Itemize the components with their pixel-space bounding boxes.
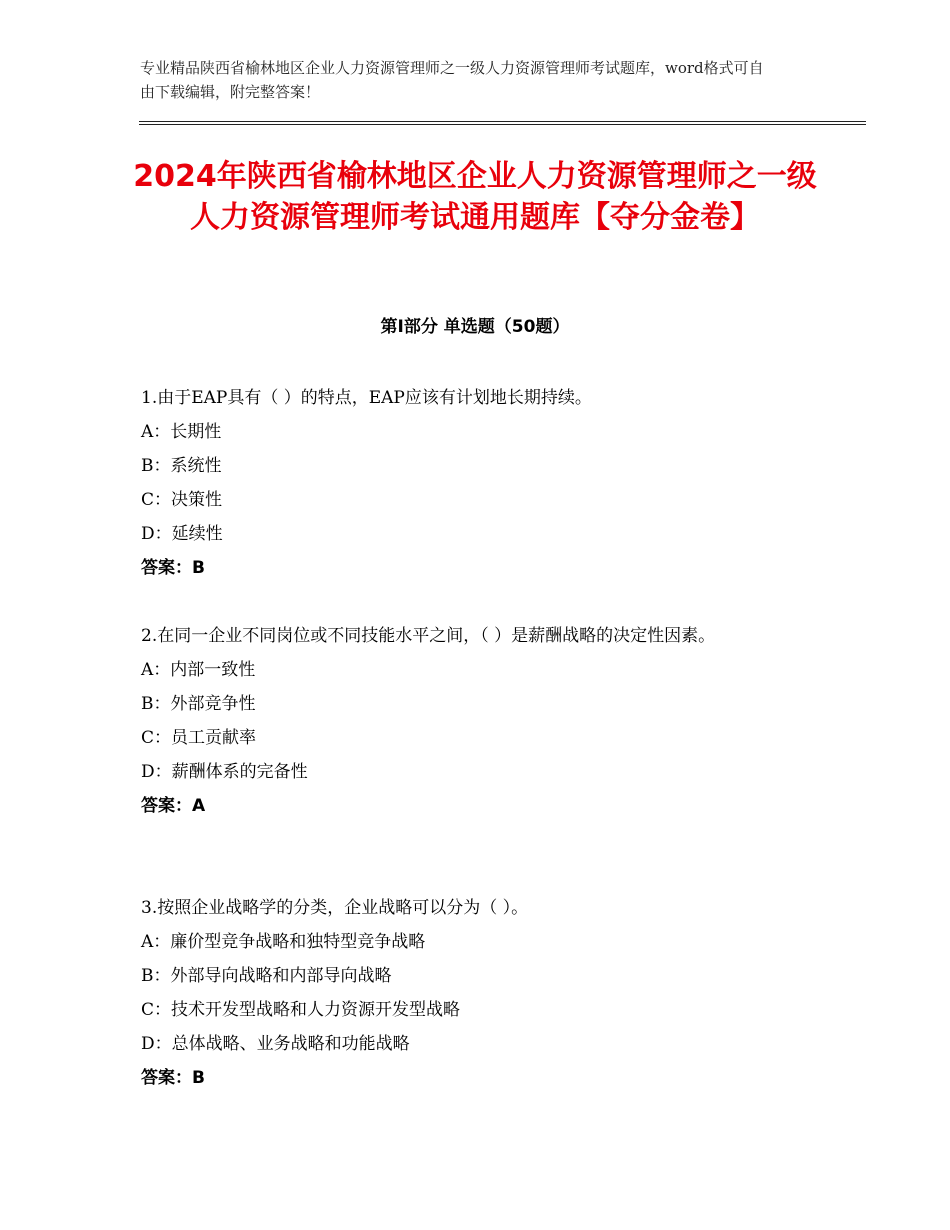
- question-answer: 答案：B: [141, 1068, 205, 1088]
- question-stem: 2.在同一企业不同岗位或不同技能水平之间，（ ）是薪酬战略的决定性因素。: [141, 626, 716, 646]
- option-c: C：员工贡献率: [141, 728, 257, 748]
- header-divider: [139, 121, 866, 125]
- option-d: D：总体战略、业务战略和功能战略: [141, 1034, 410, 1054]
- question-stem: 1.由于EAP具有（ ）的特点，EAP应该有计划地长期持续。: [141, 388, 592, 408]
- header-note: 专业精品陕西省榆林地区企业人力资源管理师之一级人力资源管理师考试题库，word格式可自由下载编辑，附完整答案！: [140, 59, 764, 101]
- document-title: 2024年陕西省榆林地区企业人力资源管理师之一级人力资源管理师考试通用题库【夺分金卷】: [133, 159, 817, 235]
- option-c: C：技术开发型战略和人力资源开发型战略: [141, 1000, 461, 1020]
- question-answer: 答案：B: [141, 558, 205, 578]
- option-d: D：薪酬体系的完备性: [141, 762, 308, 782]
- option-b: B：外部竞争性: [141, 694, 256, 714]
- option-d: D：延续性: [141, 524, 223, 544]
- option-a: A：长期性: [141, 422, 222, 442]
- option-b: B：系统性: [141, 456, 222, 476]
- question-answer: 答案：A: [141, 796, 206, 816]
- question-2: [141, 619, 821, 823]
- question-stem: 3.按照企业战略学的分类，企业战略可以分为（ ）。: [141, 898, 529, 918]
- section-title: 第Ⅰ部分 单选题（50题）: [380, 317, 570, 337]
- question-1: [141, 381, 821, 585]
- question-3: [141, 891, 821, 1095]
- option-b: B：外部导向战略和内部导向战略: [141, 966, 392, 986]
- option-c: C：决策性: [141, 490, 223, 510]
- option-a: A：廉价型竞争战略和独特型竞争战略: [141, 932, 426, 952]
- option-a: A：内部一致性: [141, 660, 256, 680]
